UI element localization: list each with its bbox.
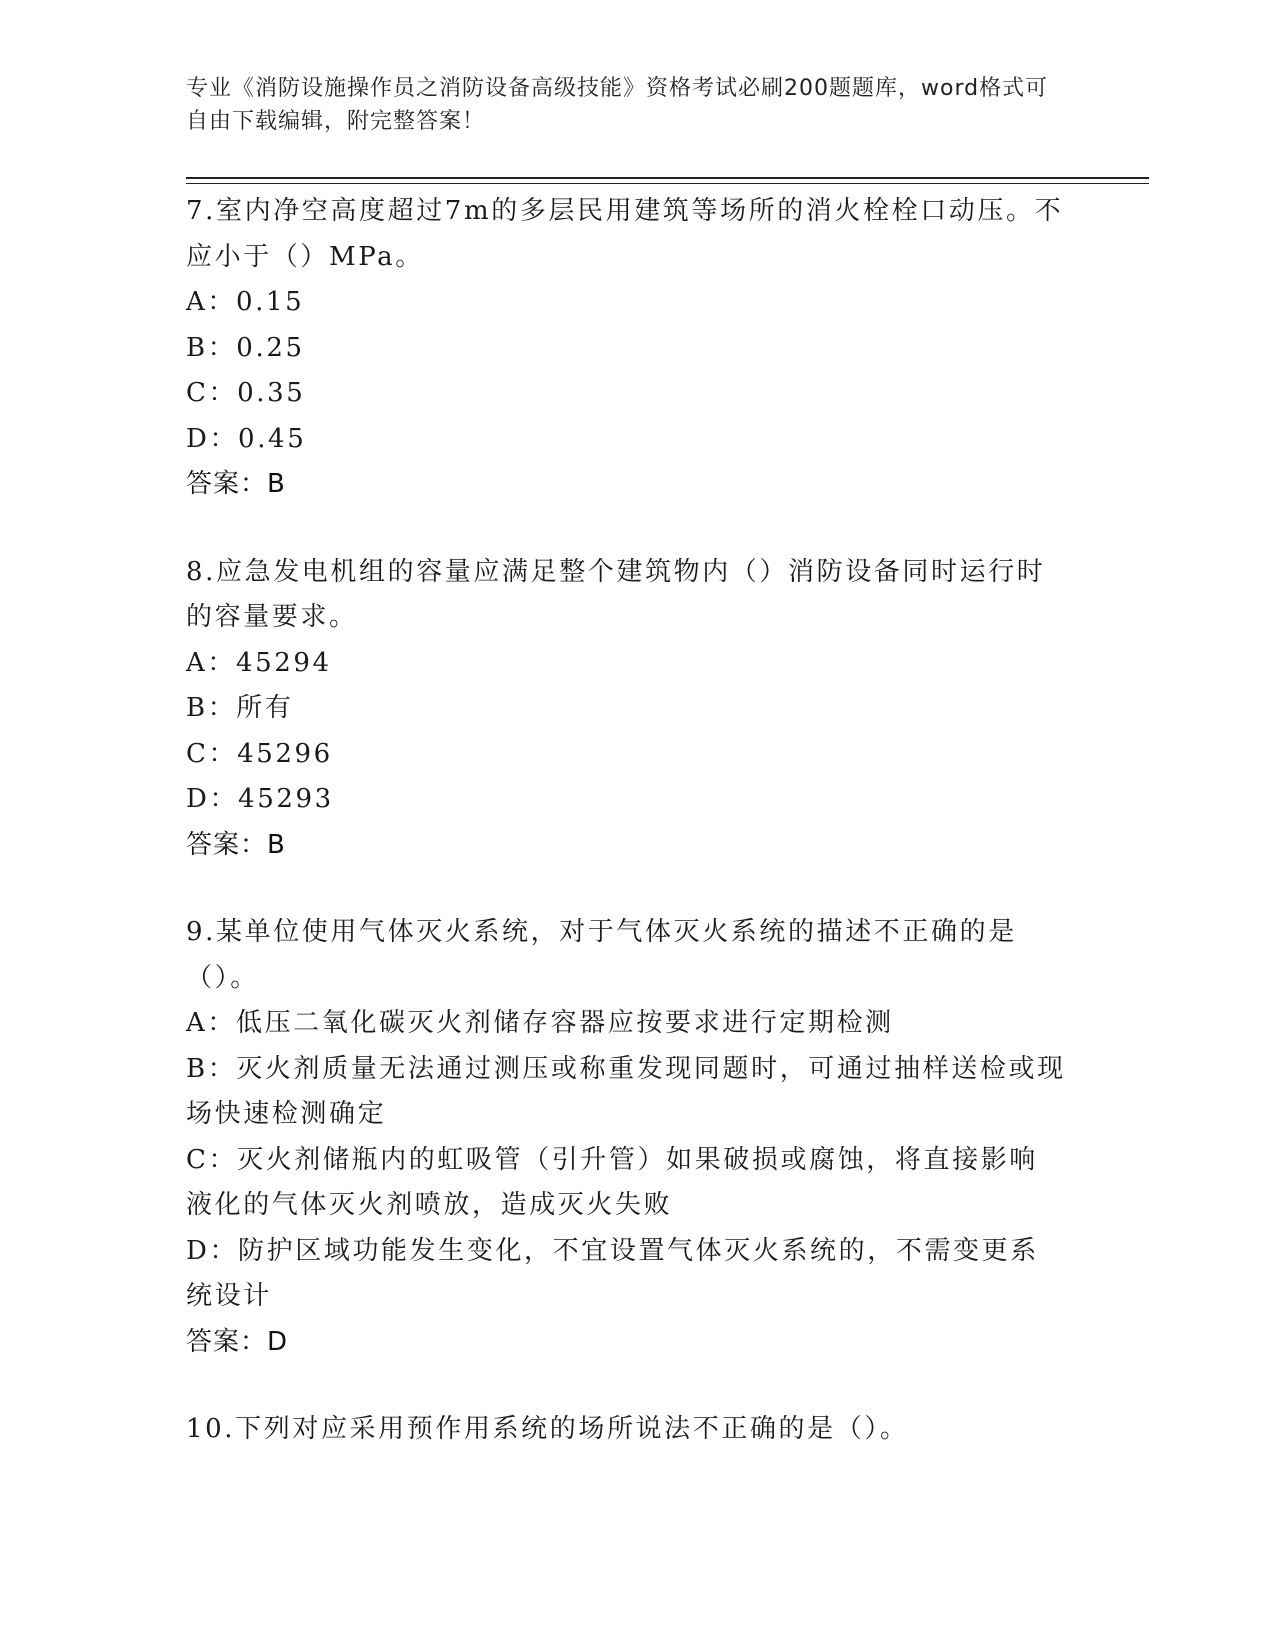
option-a: A：低压二氧化碳灭火剂储存容器应按要求进行定期检测 (186, 1008, 894, 1038)
answer: 答案：D (186, 1326, 289, 1357)
header-divider-thin (186, 183, 1149, 184)
option-a: A：45294 (186, 647, 332, 678)
question-stem: 7.室内净空高度超过7m的多层民用建筑等场所的消火栓栓口动压。不应小于（）MPa。 (186, 196, 1064, 272)
question-8 (186, 550, 1066, 869)
question-stem: 10.下列对应采用预作用系统的场所说法不正确的是（）。 (186, 1414, 909, 1444)
answer: 答案：B (186, 829, 286, 860)
option-d: D：45293 (186, 784, 334, 814)
option-d: D：0.45 (186, 423, 307, 454)
option-c: C：灭火剂储瓶内的虹吸管（引升管）如果破损或腐蚀，将直接影响液化的气体灭火剂喷放，造成灭火失败 (186, 1144, 1038, 1220)
question-7 (186, 189, 1066, 508)
header-divider-thick (186, 177, 1149, 179)
question-10 (186, 1407, 1066, 1453)
option-b: B：所有 (186, 693, 294, 723)
question-stem: 9.某单位使用气体灭火系统，对于气体灭火系统的描述不正确的是（）。 (186, 917, 1017, 993)
question-stem: 8.应急发电机组的容量应满足整个建筑物内（）消防设备同时运行时的容量要求。 (186, 556, 1046, 632)
option-c: C：45296 (186, 738, 333, 769)
option-a: A：0.15 (186, 287, 305, 317)
question-9 (186, 910, 1066, 1365)
option-d: D：防护区域功能发生变化，不宜设置气体灭火系统的，不需变更系统设计 (186, 1235, 1039, 1311)
answer: 答案：B (186, 469, 286, 499)
question-list (186, 189, 1066, 1495)
option-b: B：0.25 (186, 332, 305, 363)
document-header: 专业《消防设施操作员之消防设备高级技能》资格考试必刷200题题库，word格式可自由下载编辑，附完整答案！ (186, 76, 1049, 134)
option-c: C：0.35 (186, 378, 306, 408)
option-b: B：灭火剂质量无法通过测压或称重发现同题时，可通过抽样送检或现场快速检测确定 (186, 1053, 1066, 1129)
